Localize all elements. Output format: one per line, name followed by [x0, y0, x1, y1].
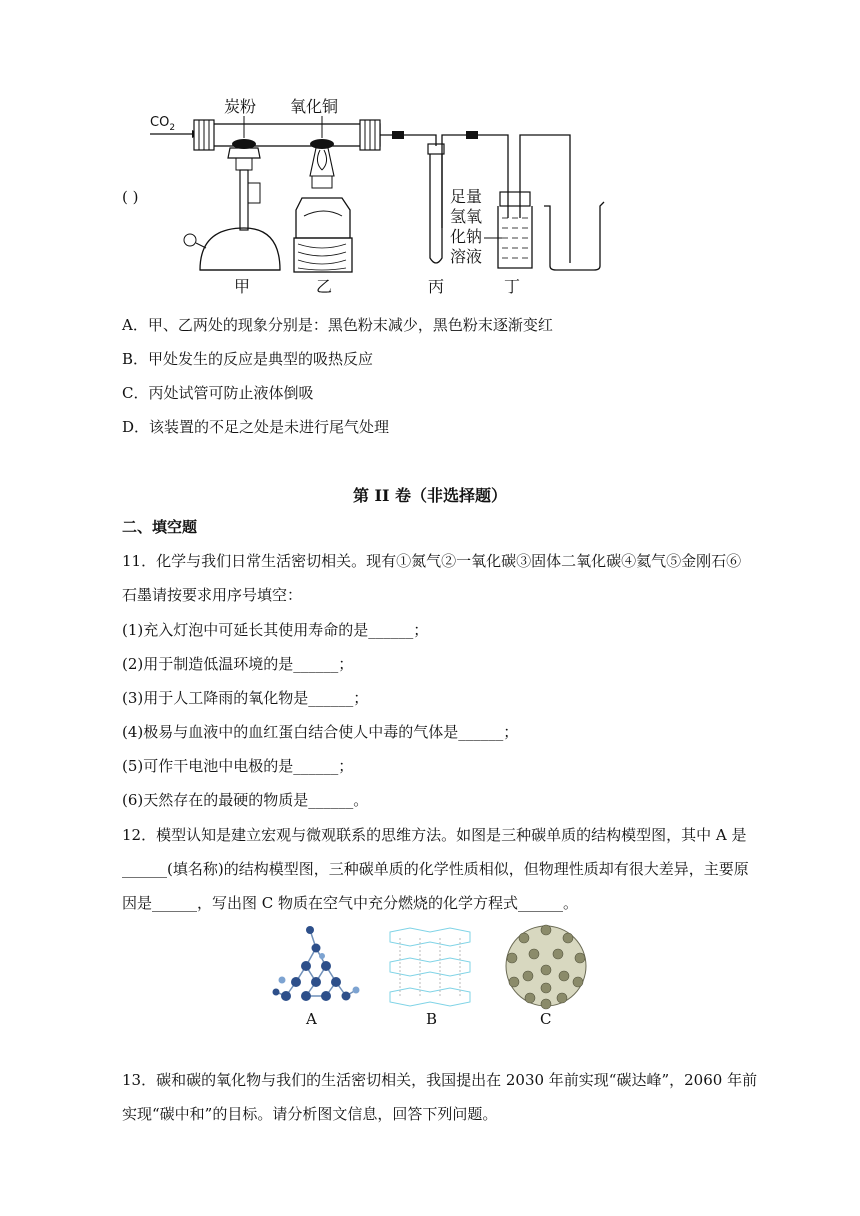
q12-line3: 因是______，写出图 C 物质在空气中充分燃烧的化学方程式______。 — [122, 894, 579, 912]
caption-c: C — [540, 1010, 552, 1028]
copper-oxide-label: 氧化铜 — [290, 97, 339, 116]
q11-item-3: (3)用于人工降雨的氧化物是______； — [122, 689, 369, 707]
question10-bracket: ( ) — [122, 188, 139, 206]
q11-stem-line2: 石墨请按要求用序号填空： — [122, 586, 303, 604]
model-b-graphite — [390, 928, 470, 1006]
caption-a: A — [306, 1010, 317, 1028]
naoh-label-line2: 氢氧 — [450, 207, 483, 226]
carbon-powder-label: 炭粉 — [224, 97, 257, 116]
label-ding: 丁 — [504, 277, 521, 296]
caption-b: B — [426, 1010, 438, 1028]
option-d: D．该装置的不足之处是未进行尾气处理 — [122, 418, 390, 436]
q11-item-4: (4)极易与血液中的血红蛋白结合使人中毒的气体是______； — [122, 723, 519, 741]
section-subtitle: 二、填空题 — [122, 518, 198, 536]
label-bing: 丙 — [428, 277, 445, 296]
section-title: 第 II 卷（非选择题） — [352, 486, 508, 505]
q12-line2: ______(填名称)的结构模型图，三种碳单质的化学性质相似，但物理性质却有很大差异，主要原 — [122, 860, 749, 878]
carbon-models-figure — [262, 918, 602, 1030]
naoh-label-line1: 足量 — [450, 187, 483, 206]
q13-line2: 实现“碳中和”的目标。请分析图文信息，回答下列问题。 — [122, 1105, 498, 1123]
gas-label: $CO_2$ — [150, 115, 176, 133]
q12-line1: 12．模型认知是建立宏观与微观联系的思维方法。如图是三种碳单质的结构模型图，其中 A 是 — [122, 826, 747, 844]
q13-line1: 13．碳和碳的氧化物与我们的生活密切相关，我国提出在 2030 年前实现“碳达峰”，2060 年前 — [122, 1071, 758, 1089]
option-b: B．甲处发生的反应是典型的吸热反应 — [122, 350, 374, 368]
naoh-label-line4: 溶液 — [450, 247, 483, 266]
q11-item-6: (6)天然存在的最硬的物质是______。 — [122, 791, 369, 809]
label-yi: 乙 — [316, 277, 333, 296]
label-jia: 甲 — [234, 277, 251, 296]
q11-item-2: (2)用于制造低温环境的是______； — [122, 655, 354, 673]
apparatus-figure — [120, 88, 620, 300]
naoh-label-line3: 化钠 — [450, 227, 483, 246]
model-c-fullerene — [506, 925, 586, 1009]
q11-item-5: (5)可作干电池中电极的是______； — [122, 757, 354, 775]
option-a: A．甲、乙两处的现象分别是：黑色粉末减少，黑色粉末逐渐变红 — [122, 316, 553, 334]
option-c: C．丙处试管可防止液体倒吸 — [122, 384, 314, 402]
q11-stem-line1: 11．化学与我们日常生活密切相关。现有①氮气②一氧化碳③固体二氧化碳④氦气⑤金刚石⑥ — [122, 552, 742, 570]
model-a-diamond — [273, 926, 360, 1001]
q11-item-1: (1)充入灯泡中可延长其使用寿命的是______； — [122, 621, 429, 639]
